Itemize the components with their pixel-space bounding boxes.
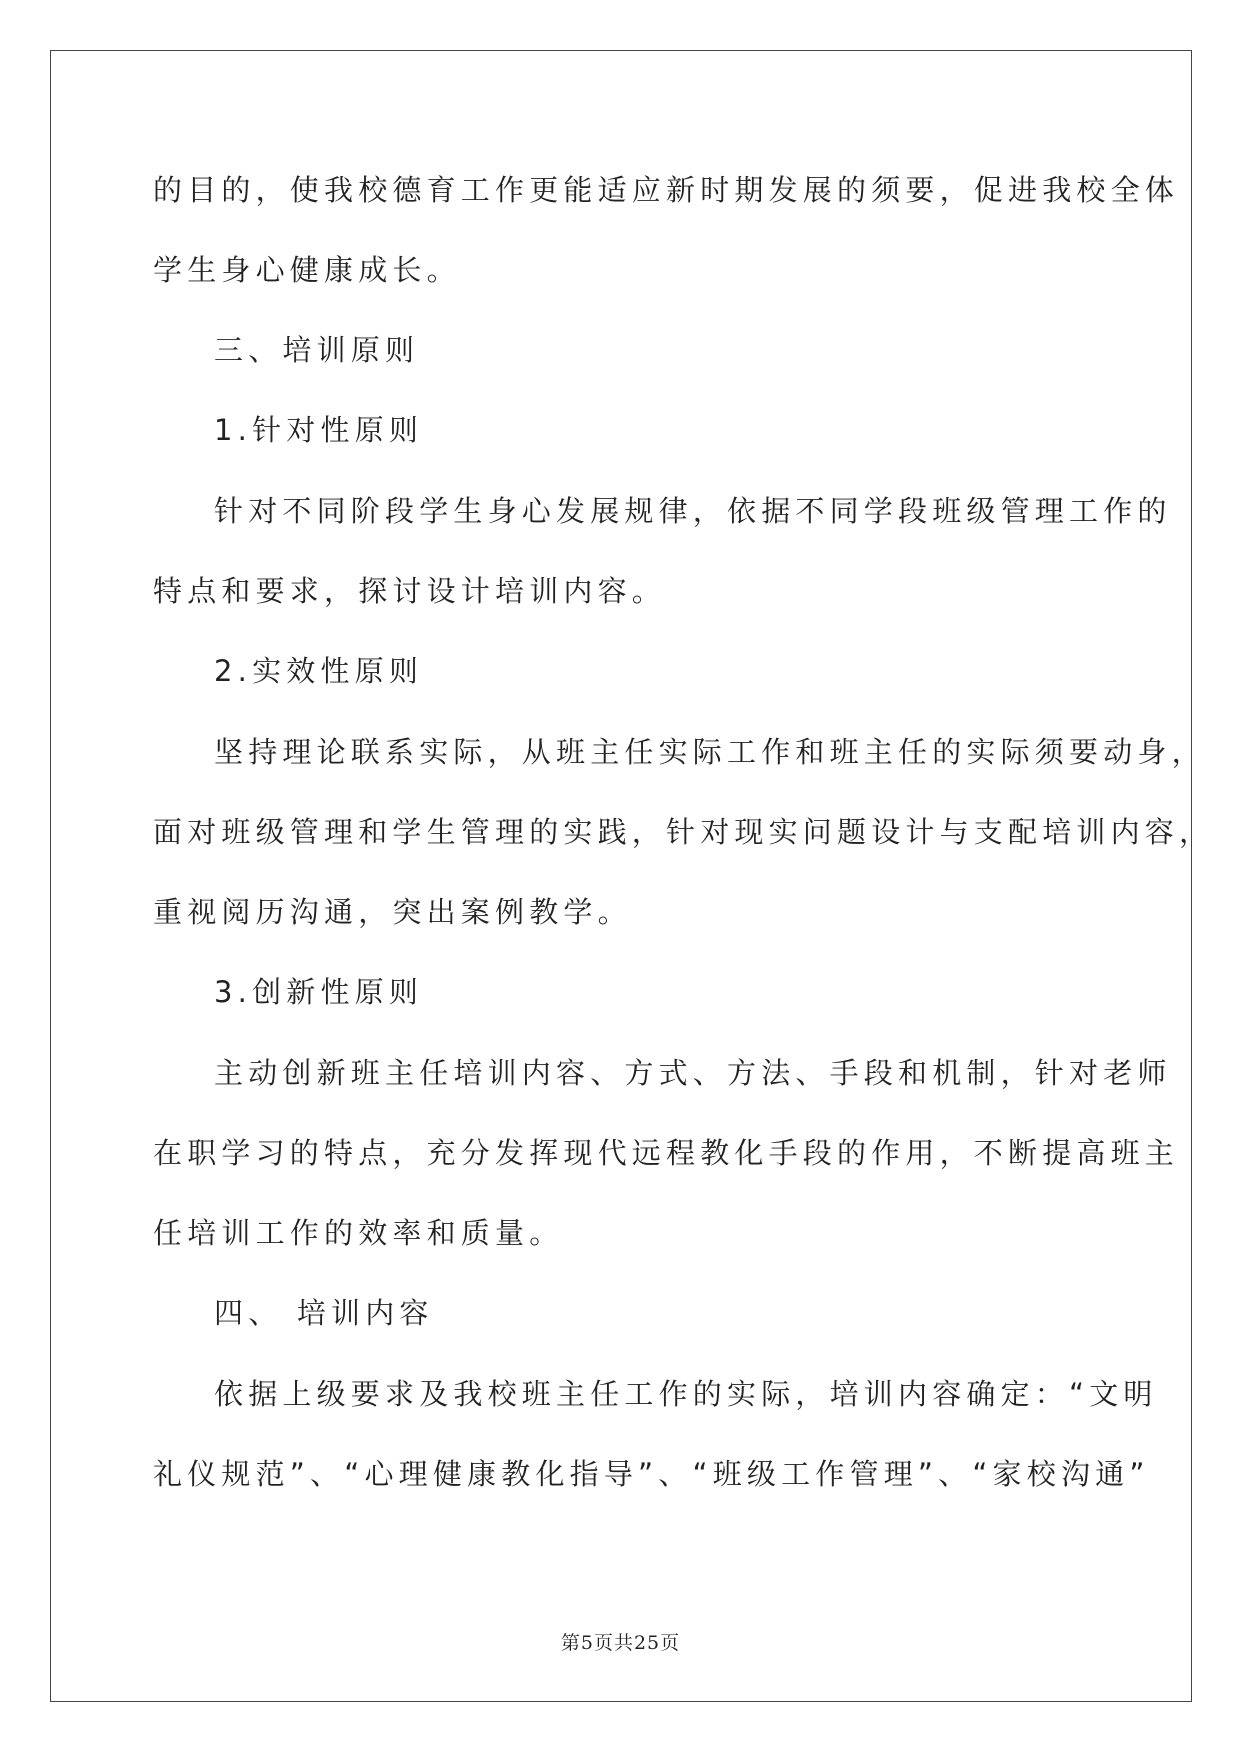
text-line: 任培训工作的效率和质量。 <box>153 1216 564 1250</box>
section-heading: 三、培训原则 <box>214 333 420 367</box>
total-pages: 共25页 <box>613 1632 681 1654</box>
text-line: 的目的，使我校德育工作更能适应新时期发展的须要，促进我校全体 <box>153 173 1180 207</box>
text-line: 主动创新班主任培训内容、方式、方法、手段和机制，针对老师 <box>214 1056 1172 1090</box>
page-footer <box>0 1628 1241 1655</box>
text-line: 特点和要求，探讨设计培训内容。 <box>153 574 667 608</box>
section-heading: 四、 培训内容 <box>214 1296 434 1330</box>
text-line: 针对不同阶段学生身心发展规律，依据不同学段班级管理工作的 <box>214 494 1172 528</box>
text-line: 学生身心健康成长。 <box>153 253 461 287</box>
text-line: 在职学习的特点，充分发挥现代远程教化手段的作用，不断提高班主 <box>153 1136 1180 1170</box>
text-line: 面对班级管理和学生管理的实践，针对现实问题设计与支配培训内容， <box>153 815 1214 849</box>
text-line: 依据上级要求及我校班主任工作的实际，培训内容确定：“文明 <box>214 1377 1158 1411</box>
subsection-heading: 3.创新性原则 <box>214 975 424 1009</box>
text-line: 重视阅历沟通，突出案例教学。 <box>153 895 632 929</box>
subsection-heading: 1.针对性原则 <box>214 413 424 447</box>
subsection-heading: 2.实效性原则 <box>214 654 424 688</box>
text-line: 礼仪规范”、“心理健康教化指导”、“班级工作管理”、“家校沟通” <box>153 1457 1150 1491</box>
page-number: 第5页 <box>560 1632 614 1654</box>
text-line: 坚持理论联系实际，从班主任实际工作和班主任的实际须要动身， <box>214 735 1206 769</box>
